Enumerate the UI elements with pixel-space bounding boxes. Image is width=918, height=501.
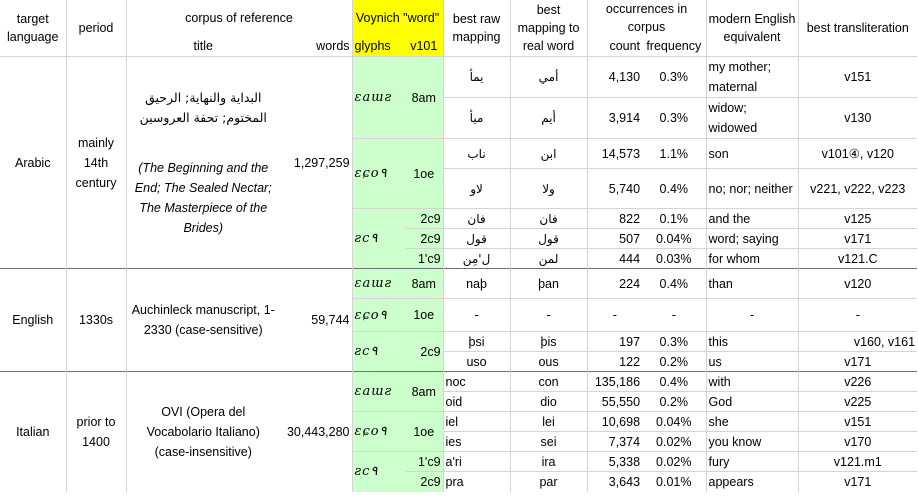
frequency: 0.02% xyxy=(642,452,706,472)
v101-1oe: 1oe xyxy=(405,412,443,452)
frequency: 0.01% xyxy=(642,472,706,492)
real-word: ous xyxy=(510,352,587,372)
count: 10,698 xyxy=(587,412,642,432)
count: 5,740 xyxy=(587,169,642,209)
real-word: أيم xyxy=(510,98,587,139)
title-original: البداية والنهاية; الرحيق المختوم; تحفة العروسين xyxy=(139,89,267,125)
real-word: - xyxy=(510,299,587,332)
count: 444 xyxy=(587,249,642,269)
raw-mapping: - xyxy=(443,299,510,332)
v101-2c9: 2c9 xyxy=(405,229,443,249)
transliteration: v120 xyxy=(798,269,917,299)
raw-mapping: قول xyxy=(443,229,510,249)
count: 135,186 xyxy=(587,372,642,392)
raw-mapping: ميأ xyxy=(443,98,510,139)
count: 55,550 xyxy=(587,392,642,412)
header-corpus-of-reference: corpus of reference xyxy=(126,0,352,36)
raw-mapping: a'ri xyxy=(443,452,510,472)
v101-8am: 8am xyxy=(405,269,443,299)
transliteration: v160, v161 xyxy=(798,332,917,352)
v101-1oe: 1oe xyxy=(405,299,443,332)
count: 3,914 xyxy=(587,98,642,139)
frequency: 0.02% xyxy=(642,432,706,452)
english-equivalent: and the xyxy=(706,209,798,229)
transliteration: v151 xyxy=(798,412,917,432)
real-word: sei xyxy=(510,432,587,452)
header-occurrences-in-corpus: occurrences in corpus xyxy=(587,0,706,36)
transliteration: v226 xyxy=(798,372,917,392)
v101-1oe: 1oe xyxy=(405,139,443,209)
raw-mapping: ies xyxy=(443,432,510,452)
real-word: ira xyxy=(510,452,587,472)
frequency: 0.3% xyxy=(642,332,706,352)
raw-mapping: لاو xyxy=(443,169,510,209)
transliteration: v125 xyxy=(798,209,917,229)
group-words: 1,297,259 xyxy=(280,57,352,269)
raw-mapping: oid xyxy=(443,392,510,412)
frequency: 0.4% xyxy=(642,269,706,299)
transliteration: v121.C xyxy=(798,249,917,269)
english-equivalent: than xyxy=(706,269,798,299)
title-english: (The Beginning and the End; The Sealed Nectar; The Masterpiece of the Brides) xyxy=(134,160,272,235)
voynich-glyph-2c9: ƨc۹ xyxy=(352,452,405,492)
english-equivalent: God xyxy=(706,392,798,412)
count: 3,643 xyxy=(587,472,642,492)
v101-1c9: 1'c9 xyxy=(405,249,443,269)
frequency: 0.1% xyxy=(642,209,706,229)
count: 507 xyxy=(587,229,642,249)
english-equivalent: us xyxy=(706,352,798,372)
raw-mapping: يمأ xyxy=(443,57,510,98)
frequency: 0.2% xyxy=(642,392,706,412)
frequency: 0.04% xyxy=(642,229,706,249)
raw-mapping: pra xyxy=(443,472,510,492)
count: 5,338 xyxy=(587,452,642,472)
raw-mapping: ناب xyxy=(443,139,510,169)
real-word: par xyxy=(510,472,587,492)
count: 822 xyxy=(587,209,642,229)
group-period: 1330s xyxy=(66,269,126,372)
header-glyphs: glyphs xyxy=(352,36,405,57)
header-period: period xyxy=(66,0,126,57)
raw-mapping: uso xyxy=(443,352,510,372)
frequency: 1.1% xyxy=(642,139,706,169)
raw-mapping: iel xyxy=(443,412,510,432)
frequency: 0.03% xyxy=(642,249,706,269)
real-word: أمي xyxy=(510,57,587,98)
frequency: 0.3% xyxy=(642,98,706,139)
voynich-glyph-2c9: ƨc۹ xyxy=(352,209,405,269)
transliteration: v171 xyxy=(798,352,917,372)
v101-8am: 8am xyxy=(405,372,443,412)
transliteration: - xyxy=(798,299,917,332)
raw-mapping: ل'مِن xyxy=(443,249,510,269)
transliteration: v221, v222, v223 xyxy=(798,169,917,209)
raw-mapping: فان xyxy=(443,209,510,229)
voynich-glyph-2c9: ƨc۹ xyxy=(352,332,405,372)
header-frequency: frequency xyxy=(642,36,706,57)
group-language: Arabic xyxy=(0,57,66,269)
raw-mapping: noc xyxy=(443,372,510,392)
frequency: 0.2% xyxy=(642,352,706,372)
real-word: ولا xyxy=(510,169,587,209)
group-period: mainly 14th century xyxy=(66,57,126,269)
transliteration: v171 xyxy=(798,472,917,492)
transliteration: v101④, v120 xyxy=(798,139,917,169)
v101-2c9: 2c9 xyxy=(405,209,443,229)
transliteration: v130 xyxy=(798,98,917,139)
count: - xyxy=(587,299,642,332)
real-word: þan xyxy=(510,269,587,299)
frequency: - xyxy=(642,299,706,332)
v101-1c9: 1'c9 xyxy=(405,452,443,472)
transliteration: v151 xyxy=(798,57,917,98)
group-title: OVI (Opera del Vocabolario Italiano) (case-insensitive) xyxy=(126,372,280,492)
voynich-glyph-1oe: ɛɕo۹ xyxy=(352,139,405,209)
count: 122 xyxy=(587,352,642,372)
header-v101: v101 xyxy=(405,36,443,57)
transliteration: v171 xyxy=(798,229,917,249)
group-title: Auchinleck manuscript, 1-2330 (case-sensitive) xyxy=(126,269,280,372)
real-word: con xyxy=(510,372,587,392)
real-word: lei xyxy=(510,412,587,432)
header-count: count xyxy=(587,36,642,57)
voynich-glyph-1oe: ɛɕo۹ xyxy=(352,412,405,452)
voynich-glyph-8am: ɛaɯƨ xyxy=(352,372,405,412)
header-words: words xyxy=(280,36,352,57)
real-word: þis xyxy=(510,332,587,352)
voynich-glyph-1oe: ɛɕo۹ xyxy=(352,299,405,332)
voynich-glyph-8am: ɛaɯƨ xyxy=(352,269,405,299)
header-best-raw-mapping: best raw mapping xyxy=(443,0,510,57)
group-words: 30,443,280 xyxy=(280,372,352,492)
real-word: dio xyxy=(510,392,587,412)
english-equivalent: widow; widowed xyxy=(706,98,798,139)
header-target-language: target language xyxy=(0,0,66,57)
english-equivalent: with xyxy=(706,372,798,392)
group-words: 59,744 xyxy=(280,269,352,372)
frequency: 0.04% xyxy=(642,412,706,432)
frequency: 0.4% xyxy=(642,169,706,209)
count: 197 xyxy=(587,332,642,352)
group-language: English xyxy=(0,269,66,372)
header-best-transliteration: best transliteration xyxy=(798,0,917,57)
header-title: title xyxy=(126,36,280,57)
english-equivalent: word; saying xyxy=(706,229,798,249)
count: 224 xyxy=(587,269,642,299)
real-word: فان xyxy=(510,209,587,229)
v101-8am: 8am xyxy=(405,57,443,139)
raw-mapping: þsi xyxy=(443,332,510,352)
header-voynich-word: Voynich "word" xyxy=(352,0,443,36)
raw-mapping: naþ xyxy=(443,269,510,299)
real-word: ابن xyxy=(510,139,587,169)
group-title xyxy=(126,57,280,269)
english-equivalent: you know xyxy=(706,432,798,452)
english-equivalent: - xyxy=(706,299,798,332)
english-equivalent: this xyxy=(706,332,798,352)
voynich-glyph-8am: ɛaɯƨ xyxy=(352,57,405,139)
english-equivalent: fury xyxy=(706,452,798,472)
transliteration: v225 xyxy=(798,392,917,412)
group-language: Italian xyxy=(0,372,66,492)
real-word: لمن xyxy=(510,249,587,269)
english-equivalent: for whom xyxy=(706,249,798,269)
english-equivalent: she xyxy=(706,412,798,432)
english-equivalent: appears xyxy=(706,472,798,492)
frequency: 0.3% xyxy=(642,57,706,98)
count: 7,374 xyxy=(587,432,642,452)
count: 14,573 xyxy=(587,139,642,169)
v101-2c9: 2c9 xyxy=(405,332,443,372)
transliteration: v121.m1 xyxy=(798,452,917,472)
transliteration: v170 xyxy=(798,432,917,452)
header-modern-english-equivalent: modern English equivalent xyxy=(706,0,798,57)
english-equivalent: no; nor; neither xyxy=(706,169,798,209)
frequency: 0.4% xyxy=(642,372,706,392)
english-equivalent: son xyxy=(706,139,798,169)
real-word: قول xyxy=(510,229,587,249)
count: 4,130 xyxy=(587,57,642,98)
header-best-mapping-to-real-word: best mapping to real word xyxy=(510,0,587,57)
v101-2c9: 2c9 xyxy=(405,472,443,492)
english-equivalent: my mother; maternal xyxy=(706,57,798,98)
group-period: prior to 1400 xyxy=(66,372,126,492)
